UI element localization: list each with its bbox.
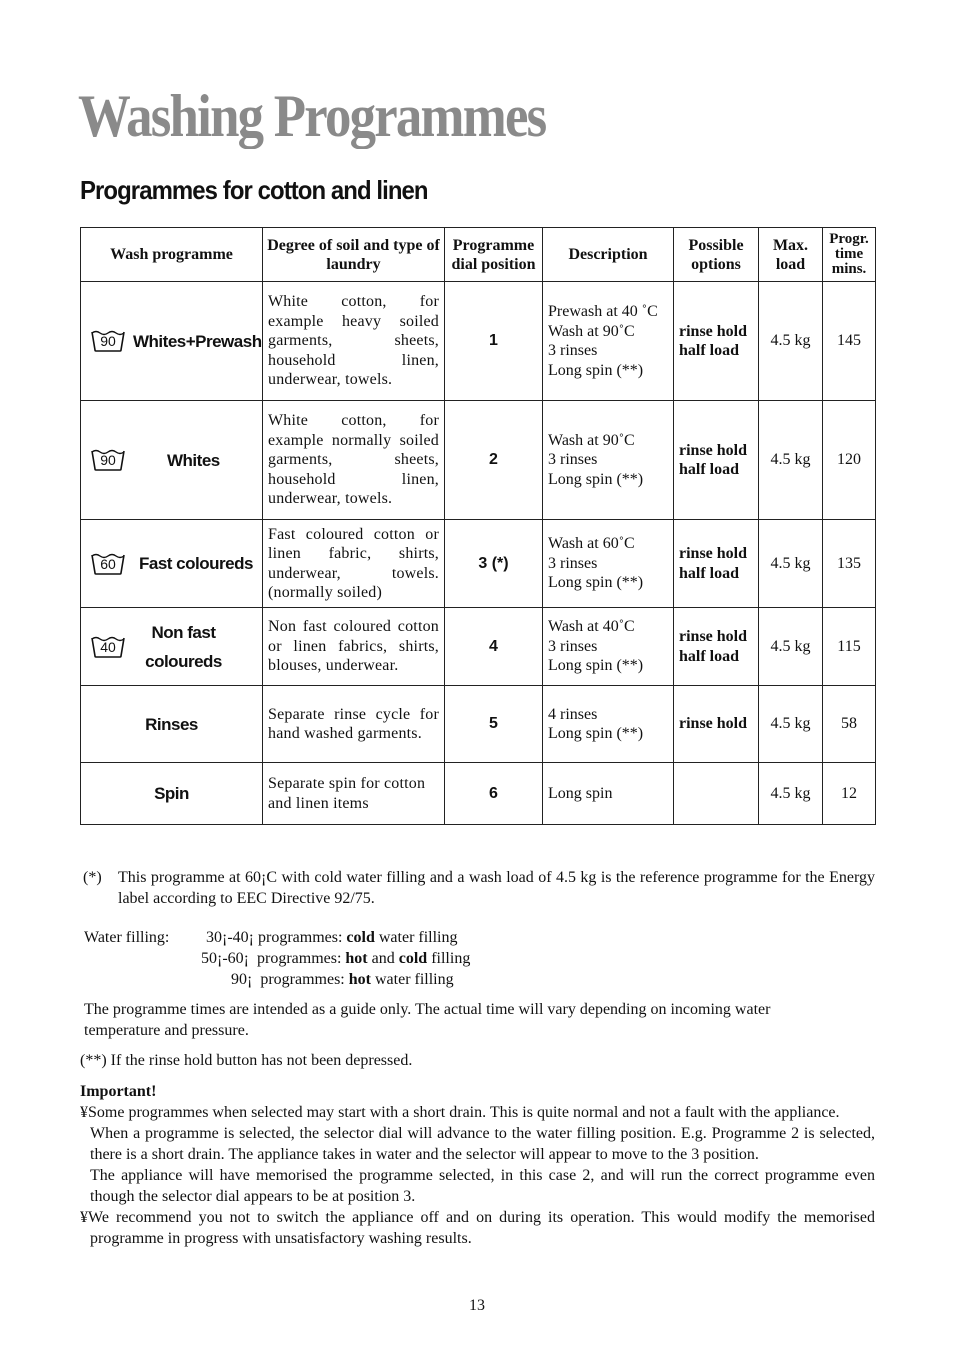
wash-tub-icon — [91, 330, 125, 352]
table-row — [81, 686, 876, 763]
table-row — [81, 763, 876, 825]
reference-note — [80, 867, 875, 909]
header-wash-programme: Wash programme — [81, 228, 263, 282]
water-text: filling — [427, 950, 471, 967]
option-line: rinse hold — [679, 545, 748, 562]
desc-line: Wash at 90˚C — [548, 322, 635, 340]
desc-line: Long spin (**) — [548, 574, 644, 592]
dial-position: 1 — [445, 282, 543, 401]
max-load: 4.5 kg — [759, 763, 823, 825]
soil-description: Fast coloured cotton or linen fabric, shirts, underwear, towels. (normally soiled) — [263, 520, 445, 608]
programme-name — [133, 618, 234, 676]
water-bold: hot — [345, 950, 368, 967]
programme-time: 135 — [823, 520, 876, 608]
programme-time: 145 — [823, 282, 876, 401]
programme-name-line: Non fast — [151, 622, 216, 642]
possible-options — [674, 608, 759, 686]
programme-name: Whites+Prewash — [133, 331, 262, 351]
water-bold: hot — [348, 971, 371, 988]
water-temps: 30¡-40¡ — [206, 929, 254, 946]
programme-description — [543, 763, 674, 825]
water-text: programmes: — [253, 929, 347, 946]
max-load: 4.5 kg — [759, 520, 823, 608]
header-dial: Programme dial position — [445, 228, 543, 282]
important-item: When a programme is selected, the selector dial will advance to the water filling position. E.g. Programme 2 is selected, there is a short drain. The appliance takes in water and the selector will appear to move to the 3 position. — [90, 1125, 875, 1163]
option-line: half load — [679, 564, 740, 582]
important-section — [80, 1081, 875, 1249]
programme-time: 12 — [823, 763, 876, 825]
desc-line: 3 rinses — [548, 637, 598, 655]
programme-name-cell — [81, 686, 263, 763]
option-line: rinse hold — [679, 628, 748, 645]
programme-name: Fast coloureds — [139, 554, 253, 573]
option-line: half load — [679, 647, 740, 665]
header-time: Progr. time mins. — [823, 228, 876, 282]
desc-line: Wash at 90˚C — [548, 431, 635, 449]
desc-line: Prewash at 40 ˚C — [548, 303, 658, 320]
soil-description: White cotton, for example normally soiled garments, sheets, household linen, underwear, towels. — [263, 401, 445, 520]
desc-line: 3 rinses — [548, 342, 598, 359]
important-item: ¥We recommend you not to switch the appliance off and on during its operation. This would modify the memorised programme in progress with unsatisfactory washing results. — [80, 1209, 875, 1247]
programme-description — [543, 282, 674, 401]
important-item: ¥Some programmes when selected may start with a short drain. This is quite normal and not a fault with the appliance. — [80, 1104, 840, 1121]
desc-line: Long spin — [548, 784, 613, 802]
dial-position: 2 — [445, 401, 543, 520]
desc-line: Wash at 40˚C — [548, 618, 635, 636]
desc-line: Long spin (**) — [548, 725, 644, 742]
wash-temp-label: 40 — [100, 638, 116, 655]
dial-position: 4 — [445, 608, 543, 686]
water-filling-line — [84, 948, 879, 969]
programme-name-cell — [81, 282, 263, 401]
desc-line: Long spin (**) — [548, 657, 644, 675]
possible-options — [674, 520, 759, 608]
option-line: rinse hold — [679, 441, 748, 459]
programme-name-line: coloureds — [145, 651, 222, 671]
water-bold: cold — [398, 950, 428, 967]
water-text: water filling — [370, 971, 454, 988]
max-load: 4.5 kg — [759, 608, 823, 686]
table-row — [81, 520, 876, 608]
max-load: 4.5 kg — [759, 282, 823, 401]
reference-mark: (*) — [83, 869, 102, 886]
possible-options — [674, 282, 759, 401]
possible-options — [674, 686, 759, 763]
header-max-load: Max. load — [759, 228, 823, 282]
option-line: half load — [679, 461, 740, 478]
soil-description: Separate spin for cotton and linen items — [263, 763, 445, 825]
programme-name: Rinses — [145, 714, 198, 734]
desc-line: 4 rinses — [548, 705, 598, 723]
important-item: The appliance will have memorised the programme selected, in this case 2, and will run the correct programme even though the selector dial appears to be at position 3. — [90, 1167, 875, 1205]
programme-name-cell — [81, 401, 263, 520]
wash-temp-label: 90 — [100, 452, 116, 468]
wash-temp-label: 90 — [100, 333, 116, 349]
important-heading: Important! — [80, 1083, 157, 1100]
programme-description — [543, 401, 674, 520]
wash-tub-icon — [91, 636, 125, 658]
max-load: 4.5 kg — [759, 686, 823, 763]
water-temps: 90¡ — [231, 971, 253, 988]
water-filling-line — [174, 927, 458, 948]
water-text: water filling — [374, 929, 458, 946]
dial-position: 5 — [445, 686, 543, 763]
water-text: programmes: — [252, 971, 349, 988]
table-row — [81, 608, 876, 686]
table-row — [81, 282, 876, 401]
table-row — [81, 401, 876, 520]
page-title: Washing Programmes — [78, 83, 546, 149]
desc-line: Long spin (**) — [548, 470, 644, 488]
rinse-hold-note: (**) If the rinse hold button has not been depressed. — [80, 1052, 413, 1069]
dial-position: 6 — [445, 763, 543, 825]
water-filling-line — [84, 969, 879, 990]
water-text: and — [367, 950, 399, 967]
table-header-row — [81, 228, 876, 282]
header-options: Possible options — [674, 228, 759, 282]
option-line: half load — [679, 342, 740, 359]
programmes-table — [80, 227, 876, 825]
programme-name: Spin — [154, 784, 189, 803]
desc-line: Long spin (**) — [548, 361, 644, 379]
programme-name-cell — [81, 520, 263, 608]
wash-tub-icon — [91, 449, 125, 471]
programme-time: 120 — [823, 401, 876, 520]
soil-description: Non fast coloured cotton or linen fabrics, shirts, blouses, underwear. — [263, 608, 445, 686]
programme-time: 115 — [823, 608, 876, 686]
page-number: 13 — [469, 1297, 485, 1314]
possible-options — [674, 763, 759, 825]
times-note: The programme times are intended as a guide only. The actual time will vary depending on incoming water temperature and pressure. — [84, 1001, 771, 1039]
programme-description — [543, 686, 674, 763]
programme-description — [543, 608, 674, 686]
programme-time: 58 — [823, 686, 876, 763]
max-load: 4.5 kg — [759, 401, 823, 520]
dial-position: 3 (*) — [445, 520, 543, 608]
water-filling-label: Water filling: — [84, 929, 170, 946]
programme-name-cell — [81, 608, 263, 686]
programme-name-cell — [81, 763, 263, 825]
possible-options — [674, 401, 759, 520]
water-temps: 50¡-60¡ — [201, 950, 249, 967]
wash-tub-icon — [91, 553, 125, 575]
option-line: rinse hold — [679, 322, 748, 340]
wash-temp-label: 60 — [100, 555, 116, 572]
desc-line: 3 rinses — [548, 451, 598, 469]
section-title: Programmes for cotton and linen — [80, 175, 428, 205]
desc-line: Wash at 60˚C — [548, 535, 635, 553]
reference-text: This programme at 60¡C with cold water filling and a wash load of 4.5 kg is the reference programme for the Energy label according to EEC Directive 92/75. — [118, 869, 875, 907]
water-bold: cold — [346, 929, 375, 946]
option-line: rinse hold — [679, 715, 748, 733]
soil-description: White cotton, for example heavy soiled garments, sheets, household linen, underwear, towels. — [263, 282, 445, 401]
soil-description: Separate rinse cycle for hand washed garments. — [263, 686, 445, 763]
water-filling — [84, 927, 879, 990]
water-text: programmes: — [248, 950, 346, 967]
header-description: Description — [543, 228, 674, 282]
programme-name: Whites — [167, 450, 220, 470]
desc-line: 3 rinses — [548, 554, 598, 572]
header-soil: Degree of soil and type of laundry — [263, 228, 445, 282]
programme-description — [543, 520, 674, 608]
